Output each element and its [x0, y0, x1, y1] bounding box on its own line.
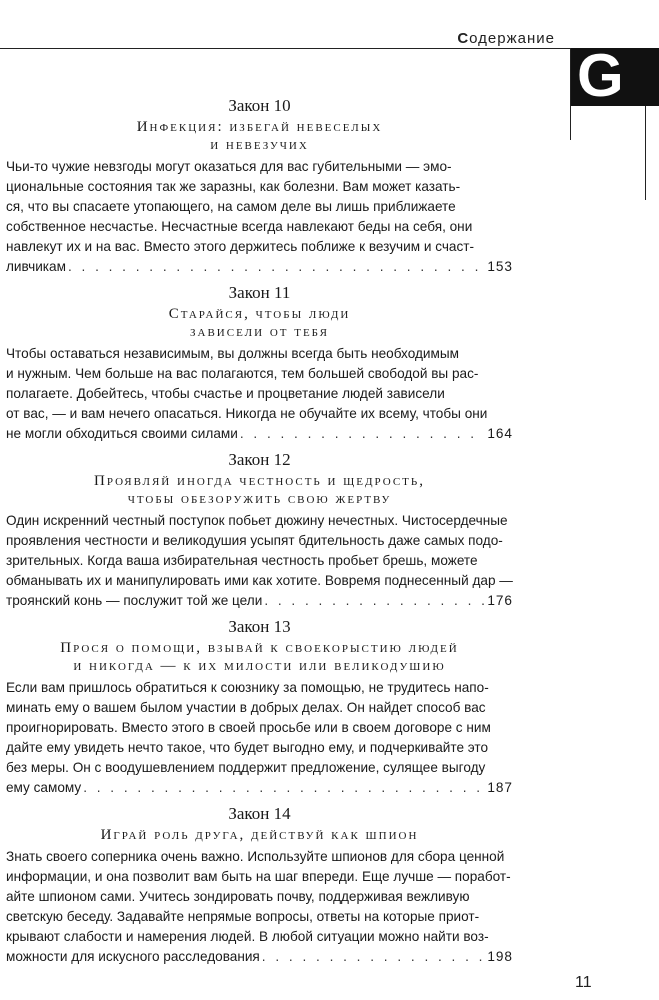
- page-reference[interactable]: 198: [487, 949, 513, 964]
- description-line: дайте ему увидеть нечто такое, что будет выгодно ему, и подчеркивайте это: [6, 740, 489, 755]
- description-line: и нужным. Чем больше на вас полагаются, тем большей свободой вы рас-: [6, 366, 479, 381]
- dot-leader: [83, 778, 485, 798]
- section-title-rest: одержание: [469, 30, 555, 47]
- description-last-line: троянский конь — послужит той же цели: [6, 593, 263, 608]
- law-description: [6, 344, 513, 444]
- law-entry: [6, 804, 513, 967]
- description-line: крывают слабости и намерения людей. В любой ситуации можно найти воз-: [6, 929, 489, 944]
- page-reference[interactable]: 153: [487, 259, 513, 274]
- page-reference[interactable]: 187: [487, 780, 513, 795]
- description-line: навлекут их и на вас. Вместо этого держитесь поближе к везучим и счаст-: [6, 239, 475, 254]
- description-line: светскую беседу. Задавайте непрямые вопросы, ответы на которые приот-: [6, 909, 480, 924]
- law-number: Закон 14: [228, 804, 291, 823]
- dot-leader: [240, 424, 485, 444]
- dot-leader: [262, 947, 486, 967]
- page-reference[interactable]: 176: [487, 593, 513, 608]
- description-last-line: можности для искусного расследования: [6, 949, 260, 964]
- description-line: циональные состояния так же заразны, как болезни. Вам может казать-: [6, 179, 461, 194]
- law-number: Закон 11: [228, 283, 291, 302]
- section-mark-letter: G: [577, 48, 624, 106]
- law-title-line: Инфекция: избегай невеселых: [136, 119, 383, 135]
- law-title-line: зависели от тебя: [190, 324, 329, 340]
- description-line: от вас, — и вам нечего опасаться. Никогда не обучайте их всему, чтобы они: [6, 406, 488, 421]
- description-line: минать ему о вашем былом участии в добрых делах. Он найдет способ вас: [6, 700, 486, 715]
- law-number: Закон 10: [228, 96, 291, 115]
- law-title-line: Прося о помощи, взывай к своекорыстию людей: [60, 640, 459, 656]
- toc-entry-line[interactable]: [6, 424, 513, 444]
- description-line: обманывать их и манипулировать ими как хотите. Вовремя поднесенный дар —: [6, 573, 513, 588]
- law-description: [6, 511, 513, 611]
- law-title-line: чтобы обезоружить свою жертву: [127, 491, 392, 507]
- section-mark-stem: [645, 106, 646, 200]
- law-description: [6, 157, 513, 277]
- law-title-line: и невезучих: [210, 137, 309, 153]
- toc-entry-line[interactable]: [6, 257, 513, 277]
- law-title-line: Старайся, чтобы люди: [168, 306, 351, 322]
- description-line: полагаете. Добейтесь, чтобы счастье и процветание людей зависели: [6, 386, 445, 401]
- header-rule: [0, 48, 570, 49]
- description-line: зрительных. Когда ваша избирательная честность пробьет брешь, можете: [6, 553, 478, 568]
- law-title-line: Проявляй иногда честность и щедрость,: [94, 473, 425, 489]
- description-line: Чтобы оставаться независимым, вы должны всегда быть необходимым: [6, 346, 459, 361]
- law-number: Закон 12: [228, 450, 291, 469]
- section-title-initial: С: [457, 30, 470, 47]
- law-entry: [6, 450, 513, 611]
- description-line: без меры. Он с воодушевлением поддержит предложение, сулящее выгоду: [6, 760, 486, 775]
- law-entry: [6, 96, 513, 277]
- description-line: проявления честности и великодушия усыпят бдительность даже самых подо-: [6, 533, 503, 548]
- toc-entry-line[interactable]: [6, 591, 513, 611]
- description-line: Чьи-то чужие невзгоды могут оказаться для вас губительными — эмо-: [6, 159, 452, 174]
- description-last-line: ему самому: [6, 780, 82, 795]
- description-last-line: ливчикам: [6, 259, 66, 274]
- law-title-line: и никогда — к их милости или великодушию: [73, 658, 446, 674]
- law-description: [6, 678, 513, 798]
- section-title: [457, 30, 555, 47]
- description-line: айте шпионом сами. Учитесь зондировать почву, поддерживая вежливую: [6, 889, 470, 904]
- section-mark-block: [571, 48, 659, 106]
- description-line: Один искренний честный поступок побьет дюжину нечестных. Чистосердечные: [6, 513, 508, 528]
- table-of-contents: [6, 96, 513, 973]
- dot-leader: [68, 257, 485, 277]
- toc-entry-line[interactable]: [6, 947, 513, 967]
- law-entry: [6, 617, 513, 798]
- law-number: Закон 13: [228, 617, 291, 636]
- description-last-line: не могли обходиться своими силами: [6, 426, 238, 441]
- description-line: проигнорировать. Вместо этого в своей просьбе или в своем договоре с ним: [6, 720, 491, 735]
- page-reference[interactable]: 164: [487, 426, 513, 441]
- description-line: Если вам пришлось обратиться к союзнику за помощью, не трудитесь напо-: [6, 680, 489, 695]
- law-title-line: Играй роль друга, действуй как шпион: [100, 827, 419, 843]
- page-number: 11: [575, 974, 592, 991]
- description-line: информации, и она позволит вам быть на шаг впереди. Еще лучше — поработ-: [6, 869, 511, 884]
- description-line: собственное несчастье. Несчастные всегда навлекают беды на себя, они: [6, 219, 473, 234]
- description-line: Знать своего соперника очень важно. Используйте шпионов для сбора ценной: [6, 849, 505, 864]
- dot-leader: [264, 591, 485, 611]
- law-description: [6, 847, 513, 967]
- toc-entry-line[interactable]: [6, 778, 513, 798]
- description-line: ся, что вы спасаете утопающего, на самом деле вы лишь приближаете: [6, 199, 456, 214]
- law-entry: [6, 283, 513, 444]
